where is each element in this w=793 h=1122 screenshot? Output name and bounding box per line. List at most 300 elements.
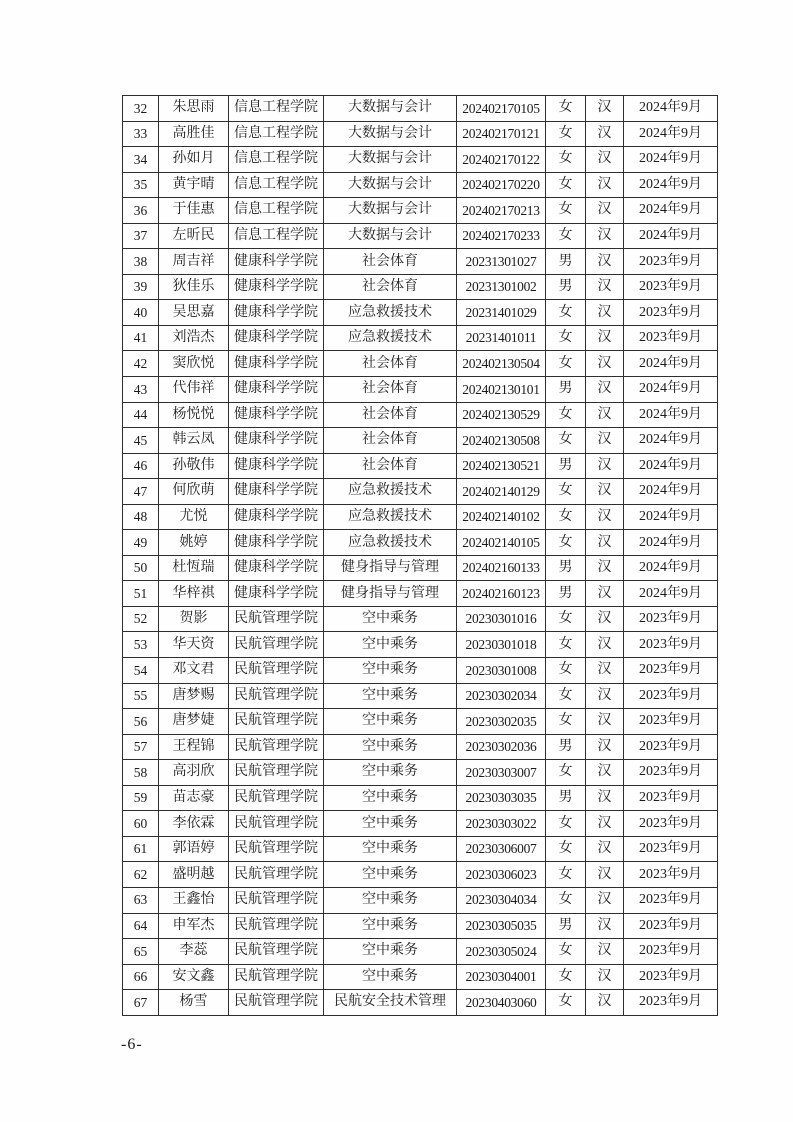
cell-index: 54	[123, 658, 159, 684]
cell-ethnicity: 汉	[586, 887, 624, 913]
table-row	[123, 811, 718, 837]
cell-ethnicity: 汉	[586, 862, 624, 888]
cell-college: 民航管理学院	[229, 683, 324, 709]
cell-name: 杨雪	[159, 990, 229, 1016]
cell-enroll-date: 2023年9月	[624, 300, 718, 326]
cell-index: 67	[123, 990, 159, 1016]
cell-index: 61	[123, 836, 159, 862]
cell-major: 空中乘务	[324, 811, 457, 837]
table-row	[123, 709, 718, 735]
cell-gender: 女	[546, 658, 586, 684]
cell-name: 周吉祥	[159, 249, 229, 275]
cell-college: 信息工程学院	[229, 147, 324, 173]
cell-student-id: 202402170233	[457, 223, 546, 249]
cell-enroll-date: 2023年9月	[624, 683, 718, 709]
cell-ethnicity: 汉	[586, 198, 624, 224]
cell-enroll-date: 2024年9月	[624, 96, 718, 122]
cell-student-id: 202402170213	[457, 198, 546, 224]
cell-index: 42	[123, 351, 159, 377]
cell-major: 空中乘务	[324, 683, 457, 709]
table-row	[123, 325, 718, 351]
table-row	[123, 760, 718, 786]
table-row	[123, 172, 718, 198]
cell-student-id: 20230301008	[457, 658, 546, 684]
cell-college: 健康科学学院	[229, 504, 324, 530]
cell-ethnicity: 汉	[586, 990, 624, 1016]
cell-gender: 女	[546, 351, 586, 377]
cell-enroll-date: 2024年9月	[624, 402, 718, 428]
cell-index: 55	[123, 683, 159, 709]
cell-gender: 女	[546, 709, 586, 735]
cell-major: 空中乘务	[324, 734, 457, 760]
cell-major: 空中乘务	[324, 913, 457, 939]
cell-name: 吴思嘉	[159, 300, 229, 326]
cell-student-id: 20230304001	[457, 964, 546, 990]
cell-name: 李蕊	[159, 939, 229, 965]
cell-major: 应急救援技术	[324, 325, 457, 351]
cell-name: 王鑫怡	[159, 887, 229, 913]
cell-major: 健身指导与管理	[324, 581, 457, 607]
cell-ethnicity: 汉	[586, 530, 624, 556]
cell-college: 民航管理学院	[229, 658, 324, 684]
cell-major: 社会体育	[324, 402, 457, 428]
cell-ethnicity: 汉	[586, 96, 624, 122]
cell-ethnicity: 汉	[586, 964, 624, 990]
cell-college: 健康科学学院	[229, 453, 324, 479]
cell-enroll-date: 2023年9月	[624, 990, 718, 1016]
cell-index: 49	[123, 530, 159, 556]
cell-college: 信息工程学院	[229, 121, 324, 147]
cell-student-id: 202402170105	[457, 96, 546, 122]
cell-college: 健康科学学院	[229, 555, 324, 581]
table-row	[123, 351, 718, 377]
cell-name: 刘浩杰	[159, 325, 229, 351]
cell-college: 民航管理学院	[229, 887, 324, 913]
cell-student-id: 202402160133	[457, 555, 546, 581]
cell-college: 健康科学学院	[229, 581, 324, 607]
cell-student-id: 20230403060	[457, 990, 546, 1016]
cell-college: 民航管理学院	[229, 964, 324, 990]
cell-ethnicity: 汉	[586, 325, 624, 351]
cell-enroll-date: 2023年9月	[624, 632, 718, 658]
cell-student-id: 202402140105	[457, 530, 546, 556]
cell-gender: 女	[546, 606, 586, 632]
cell-gender: 男	[546, 274, 586, 300]
cell-index: 44	[123, 402, 159, 428]
cell-enroll-date: 2023年9月	[624, 887, 718, 913]
cell-index: 46	[123, 453, 159, 479]
cell-name: 高羽欣	[159, 760, 229, 786]
cell-major: 空中乘务	[324, 862, 457, 888]
student-roster-table-body	[123, 96, 718, 1016]
cell-major: 大数据与会计	[324, 121, 457, 147]
cell-college: 民航管理学院	[229, 709, 324, 735]
cell-enroll-date: 2023年9月	[624, 734, 718, 760]
cell-student-id: 20230302036	[457, 734, 546, 760]
cell-major: 社会体育	[324, 377, 457, 403]
cell-gender: 女	[546, 990, 586, 1016]
cell-major: 空中乘务	[324, 709, 457, 735]
cell-index: 62	[123, 862, 159, 888]
cell-name: 高胜佳	[159, 121, 229, 147]
cell-student-id: 20230305035	[457, 913, 546, 939]
cell-gender: 女	[546, 836, 586, 862]
cell-ethnicity: 汉	[586, 836, 624, 862]
cell-college: 信息工程学院	[229, 198, 324, 224]
cell-name: 于佳惠	[159, 198, 229, 224]
table-row	[123, 632, 718, 658]
cell-gender: 女	[546, 862, 586, 888]
cell-ethnicity: 汉	[586, 811, 624, 837]
cell-enroll-date: 2024年9月	[624, 530, 718, 556]
cell-college: 民航管理学院	[229, 990, 324, 1016]
cell-college: 健康科学学院	[229, 402, 324, 428]
cell-college: 民航管理学院	[229, 606, 324, 632]
table-row	[123, 479, 718, 505]
cell-name: 申军杰	[159, 913, 229, 939]
table-row	[123, 581, 718, 607]
cell-major: 健身指导与管理	[324, 555, 457, 581]
cell-student-id: 20230303035	[457, 785, 546, 811]
cell-student-id: 202402130504	[457, 351, 546, 377]
table-row	[123, 990, 718, 1016]
cell-name: 唐梦赐	[159, 683, 229, 709]
table-row	[123, 913, 718, 939]
cell-ethnicity: 汉	[586, 734, 624, 760]
cell-student-id: 20230301018	[457, 632, 546, 658]
cell-index: 53	[123, 632, 159, 658]
cell-index: 51	[123, 581, 159, 607]
cell-gender: 男	[546, 249, 586, 275]
cell-ethnicity: 汉	[586, 709, 624, 735]
cell-gender: 男	[546, 453, 586, 479]
cell-name: 华天资	[159, 632, 229, 658]
cell-name: 黄宇晴	[159, 172, 229, 198]
cell-college: 民航管理学院	[229, 836, 324, 862]
cell-enroll-date: 2023年9月	[624, 760, 718, 786]
cell-major: 大数据与会计	[324, 96, 457, 122]
cell-ethnicity: 汉	[586, 658, 624, 684]
cell-major: 大数据与会计	[324, 147, 457, 173]
cell-gender: 女	[546, 172, 586, 198]
cell-name: 代伟祥	[159, 377, 229, 403]
cell-ethnicity: 汉	[586, 479, 624, 505]
cell-index: 41	[123, 325, 159, 351]
cell-name: 尤悦	[159, 504, 229, 530]
cell-major: 空中乘务	[324, 632, 457, 658]
cell-major: 应急救援技术	[324, 300, 457, 326]
cell-index: 66	[123, 964, 159, 990]
cell-index: 65	[123, 939, 159, 965]
cell-ethnicity: 汉	[586, 172, 624, 198]
cell-enroll-date: 2023年9月	[624, 862, 718, 888]
cell-gender: 男	[546, 734, 586, 760]
cell-student-id: 20231301027	[457, 249, 546, 275]
cell-name: 韩云凤	[159, 428, 229, 454]
cell-enroll-date: 2023年9月	[624, 658, 718, 684]
cell-college: 民航管理学院	[229, 811, 324, 837]
table-row	[123, 223, 718, 249]
cell-gender: 女	[546, 964, 586, 990]
cell-major: 大数据与会计	[324, 223, 457, 249]
cell-college: 民航管理学院	[229, 734, 324, 760]
cell-index: 56	[123, 709, 159, 735]
cell-index: 63	[123, 887, 159, 913]
cell-gender: 女	[546, 887, 586, 913]
table-row	[123, 939, 718, 965]
cell-enroll-date: 2024年9月	[624, 121, 718, 147]
cell-student-id: 202402170121	[457, 121, 546, 147]
cell-gender: 女	[546, 300, 586, 326]
cell-major: 空中乘务	[324, 939, 457, 965]
table-row	[123, 555, 718, 581]
cell-index: 57	[123, 734, 159, 760]
cell-student-id: 202402140102	[457, 504, 546, 530]
cell-enroll-date: 2023年9月	[624, 785, 718, 811]
cell-name: 左昕民	[159, 223, 229, 249]
table-row	[123, 964, 718, 990]
cell-index: 39	[123, 274, 159, 300]
cell-college: 信息工程学院	[229, 172, 324, 198]
cell-enroll-date: 2023年9月	[624, 606, 718, 632]
cell-name: 盛明越	[159, 862, 229, 888]
cell-enroll-date: 2023年9月	[624, 939, 718, 965]
cell-college: 健康科学学院	[229, 428, 324, 454]
cell-student-id: 202402130529	[457, 402, 546, 428]
table-row	[123, 836, 718, 862]
cell-college: 民航管理学院	[229, 632, 324, 658]
cell-ethnicity: 汉	[586, 683, 624, 709]
cell-college: 民航管理学院	[229, 913, 324, 939]
cell-enroll-date: 2024年9月	[624, 581, 718, 607]
cell-ethnicity: 汉	[586, 147, 624, 173]
table-row	[123, 377, 718, 403]
cell-enroll-date: 2023年9月	[624, 913, 718, 939]
cell-gender: 女	[546, 530, 586, 556]
cell-enroll-date: 2024年9月	[624, 479, 718, 505]
cell-major: 空中乘务	[324, 964, 457, 990]
table-row	[123, 530, 718, 556]
cell-major: 民航安全技术管理	[324, 990, 457, 1016]
cell-ethnicity: 汉	[586, 555, 624, 581]
cell-student-id: 20230302035	[457, 709, 546, 735]
cell-gender: 女	[546, 428, 586, 454]
cell-ethnicity: 汉	[586, 581, 624, 607]
cell-index: 60	[123, 811, 159, 837]
cell-college: 民航管理学院	[229, 760, 324, 786]
cell-index: 36	[123, 198, 159, 224]
cell-major: 社会体育	[324, 351, 457, 377]
cell-ethnicity: 汉	[586, 121, 624, 147]
cell-college: 健康科学学院	[229, 300, 324, 326]
cell-index: 40	[123, 300, 159, 326]
cell-ethnicity: 汉	[586, 249, 624, 275]
cell-gender: 女	[546, 147, 586, 173]
cell-student-id: 20230304034	[457, 887, 546, 913]
cell-index: 50	[123, 555, 159, 581]
cell-ethnicity: 汉	[586, 377, 624, 403]
table-row	[123, 658, 718, 684]
cell-index: 58	[123, 760, 159, 786]
cell-gender: 男	[546, 555, 586, 581]
cell-gender: 女	[546, 479, 586, 505]
cell-major: 社会体育	[324, 453, 457, 479]
table-row	[123, 274, 718, 300]
table-row	[123, 96, 718, 122]
cell-major: 应急救援技术	[324, 504, 457, 530]
cell-name: 朱思雨	[159, 96, 229, 122]
cell-student-id: 20230303022	[457, 811, 546, 837]
cell-student-id: 20230303007	[457, 760, 546, 786]
cell-name: 杨悦悦	[159, 402, 229, 428]
cell-college: 健康科学学院	[229, 351, 324, 377]
cell-student-id: 20230306007	[457, 836, 546, 862]
cell-index: 52	[123, 606, 159, 632]
cell-gender: 女	[546, 939, 586, 965]
cell-student-id: 202402170220	[457, 172, 546, 198]
cell-ethnicity: 汉	[586, 300, 624, 326]
table-row	[123, 683, 718, 709]
cell-enroll-date: 2024年9月	[624, 555, 718, 581]
table-row	[123, 862, 718, 888]
cell-gender: 女	[546, 632, 586, 658]
cell-student-id: 20230301016	[457, 606, 546, 632]
cell-enroll-date: 2024年9月	[624, 172, 718, 198]
cell-enroll-date: 2024年9月	[624, 377, 718, 403]
cell-name: 邓文君	[159, 658, 229, 684]
cell-ethnicity: 汉	[586, 939, 624, 965]
table-row	[123, 453, 718, 479]
cell-name: 孙敬伟	[159, 453, 229, 479]
cell-enroll-date: 2024年9月	[624, 223, 718, 249]
cell-major: 社会体育	[324, 249, 457, 275]
cell-index: 37	[123, 223, 159, 249]
cell-major: 应急救援技术	[324, 530, 457, 556]
cell-index: 33	[123, 121, 159, 147]
table-row	[123, 300, 718, 326]
cell-ethnicity: 汉	[586, 223, 624, 249]
cell-gender: 女	[546, 325, 586, 351]
cell-major: 社会体育	[324, 428, 457, 454]
cell-student-id: 20230306023	[457, 862, 546, 888]
cell-index: 59	[123, 785, 159, 811]
cell-student-id: 20230302034	[457, 683, 546, 709]
table-row	[123, 198, 718, 224]
page-number: -6-	[121, 1036, 143, 1053]
table-row	[123, 734, 718, 760]
cell-major: 应急救援技术	[324, 479, 457, 505]
cell-name: 苗志豪	[159, 785, 229, 811]
cell-enroll-date: 2024年9月	[624, 351, 718, 377]
cell-name: 唐梦婕	[159, 709, 229, 735]
cell-gender: 女	[546, 223, 586, 249]
cell-index: 35	[123, 172, 159, 198]
cell-student-id: 20230305024	[457, 939, 546, 965]
cell-major: 社会体育	[324, 274, 457, 300]
cell-college: 健康科学学院	[229, 479, 324, 505]
cell-gender: 男	[546, 785, 586, 811]
cell-college: 健康科学学院	[229, 249, 324, 275]
cell-index: 43	[123, 377, 159, 403]
cell-index: 34	[123, 147, 159, 173]
cell-major: 大数据与会计	[324, 172, 457, 198]
cell-ethnicity: 汉	[586, 504, 624, 530]
cell-student-id: 202402130508	[457, 428, 546, 454]
cell-ethnicity: 汉	[586, 606, 624, 632]
cell-gender: 女	[546, 760, 586, 786]
table-row	[123, 887, 718, 913]
cell-enroll-date: 2023年9月	[624, 325, 718, 351]
cell-enroll-date: 2023年9月	[624, 836, 718, 862]
cell-gender: 女	[546, 683, 586, 709]
cell-gender: 女	[546, 198, 586, 224]
cell-name: 何欣萌	[159, 479, 229, 505]
cell-ethnicity: 汉	[586, 274, 624, 300]
cell-college: 民航管理学院	[229, 862, 324, 888]
cell-gender: 女	[546, 121, 586, 147]
cell-name: 贺影	[159, 606, 229, 632]
cell-name: 李依霖	[159, 811, 229, 837]
cell-college: 民航管理学院	[229, 785, 324, 811]
cell-ethnicity: 汉	[586, 913, 624, 939]
cell-index: 32	[123, 96, 159, 122]
cell-gender: 女	[546, 96, 586, 122]
cell-student-id: 20231301002	[457, 274, 546, 300]
cell-college: 健康科学学院	[229, 325, 324, 351]
cell-enroll-date: 2024年9月	[624, 198, 718, 224]
table-row	[123, 785, 718, 811]
cell-index: 45	[123, 428, 159, 454]
cell-major: 大数据与会计	[324, 198, 457, 224]
cell-student-id: 20231401011	[457, 325, 546, 351]
cell-ethnicity: 汉	[586, 785, 624, 811]
cell-gender: 女	[546, 402, 586, 428]
student-roster-table	[122, 95, 718, 1016]
cell-gender: 男	[546, 913, 586, 939]
cell-name: 安文鑫	[159, 964, 229, 990]
cell-enroll-date: 2023年9月	[624, 249, 718, 275]
cell-name: 姚婷	[159, 530, 229, 556]
cell-enroll-date: 2023年9月	[624, 274, 718, 300]
cell-ethnicity: 汉	[586, 351, 624, 377]
cell-index: 38	[123, 249, 159, 275]
cell-gender: 女	[546, 504, 586, 530]
cell-major: 空中乘务	[324, 887, 457, 913]
cell-gender: 女	[546, 811, 586, 837]
cell-name: 郭语婷	[159, 836, 229, 862]
table-row	[123, 606, 718, 632]
cell-enroll-date: 2024年9月	[624, 504, 718, 530]
cell-ethnicity: 汉	[586, 402, 624, 428]
cell-name: 王程锦	[159, 734, 229, 760]
table-row	[123, 249, 718, 275]
cell-enroll-date: 2023年9月	[624, 964, 718, 990]
table-row	[123, 402, 718, 428]
cell-college: 信息工程学院	[229, 223, 324, 249]
cell-enroll-date: 2024年9月	[624, 428, 718, 454]
cell-gender: 男	[546, 581, 586, 607]
cell-major: 空中乘务	[324, 760, 457, 786]
cell-student-id: 202402140129	[457, 479, 546, 505]
cell-ethnicity: 汉	[586, 760, 624, 786]
cell-major: 空中乘务	[324, 658, 457, 684]
cell-college: 民航管理学院	[229, 939, 324, 965]
cell-gender: 男	[546, 377, 586, 403]
cell-enroll-date: 2023年9月	[624, 709, 718, 735]
cell-student-id: 202402170122	[457, 147, 546, 173]
cell-index: 48	[123, 504, 159, 530]
cell-name: 窦欣悦	[159, 351, 229, 377]
